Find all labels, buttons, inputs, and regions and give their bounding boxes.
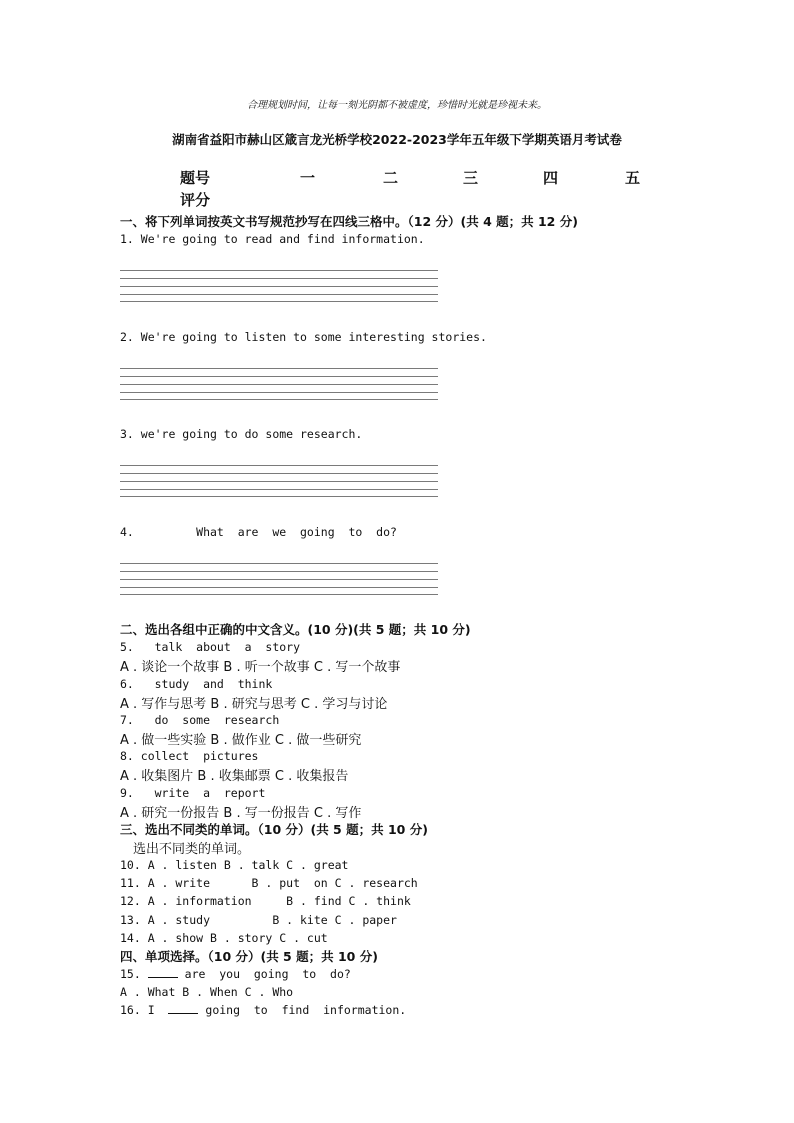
question-10: 10. A . listen B . talk C . great (120, 858, 349, 872)
motto-text: 合理规划时间，让每一刻光阴都不被虚度，珍惜时光就是珍视未来。 (247, 100, 547, 111)
section1-heading: 一、将下列单词按英文书写规范抄写在四线三格中。（12 分）(共 4 题；共 12 分) (120, 214, 578, 229)
question-16-start: 16. I (120, 1003, 155, 1017)
question-5-options: A . 谈论一个故事 B . 听一个故事 C . 写一个故事 (120, 660, 401, 675)
question-15-text: are you going to do? (177, 967, 351, 981)
score-table-row1-label: 题号 (180, 169, 211, 187)
section3-heading: 三、选出不同类的单词。（10 分）(共 5 题；共 10 分) (120, 822, 428, 837)
writing-lines-1 (120, 270, 438, 300)
writing-lines-4 (120, 563, 438, 593)
question-12: 12. A . information B . find C . think (120, 894, 411, 908)
score-col-2: 二 (383, 169, 399, 187)
writing-lines-2 (120, 368, 438, 398)
answer-blank-15[interactable] (148, 967, 178, 978)
question-16 (120, 1003, 406, 1017)
question-8-options: A . 收集图片 B . 收集邮票 C . 收集报告 (120, 769, 349, 784)
question-15-number: 15. (120, 967, 141, 981)
section3-instruction: 选出不同类的单词。 (133, 842, 251, 857)
question-14: 14. A . show B . story C . cut (120, 931, 328, 945)
score-col-3: 三 (463, 169, 479, 187)
question-13: 13. A . study B . kite C . paper (120, 913, 397, 927)
score-col-1: 一 (300, 169, 316, 187)
question-3: 3. we're going to do some research. (120, 427, 363, 441)
question-11: 11. A . write B . put on C . research (120, 876, 418, 890)
writing-lines-3 (120, 465, 438, 495)
question-6: 6. study and think (120, 677, 273, 691)
score-table-row2-label: 评分 (180, 191, 211, 209)
score-col-5: 五 (625, 169, 641, 187)
question-1: 1. We're going to read and find information. (120, 232, 425, 246)
question-8: 8. collect pictures (120, 749, 259, 763)
question-7: 7. do some research (120, 713, 280, 727)
section4-heading: 四、单项选择。（10 分）(共 5 题；共 10 分) (120, 949, 378, 964)
question-9-options: A . 研究一份报告 B . 写一份报告 C . 写作 (120, 806, 362, 821)
question-2: 2. We're going to listen to some interesting stories. (120, 330, 487, 344)
question-16-text: going to find information. (198, 1003, 407, 1017)
question-6-options: A . 写作与思考 B . 研究与思考 C . 学习与讨论 (120, 697, 388, 712)
question-5: 5. talk about a story (120, 640, 301, 654)
question-9: 9. write a report (120, 786, 266, 800)
answer-blank-16[interactable] (168, 1003, 198, 1014)
section2-heading: 二、选出各组中正确的中文含义。(10 分)(共 5 题；共 10 分) (120, 622, 471, 637)
question-15-options: A . What B . When C . Who (120, 985, 294, 999)
score-col-4: 四 (543, 169, 559, 187)
question-15 (120, 967, 351, 981)
question-4: 4. What are we going to do? (120, 525, 397, 539)
question-7-options: A . 做一些实验 B . 做作业 C . 做一些研究 (120, 733, 362, 748)
exam-title: 湖南省益阳市赫山区箴言龙光桥学校2022-2023学年五年级下学期英语月考试卷 (172, 132, 622, 147)
